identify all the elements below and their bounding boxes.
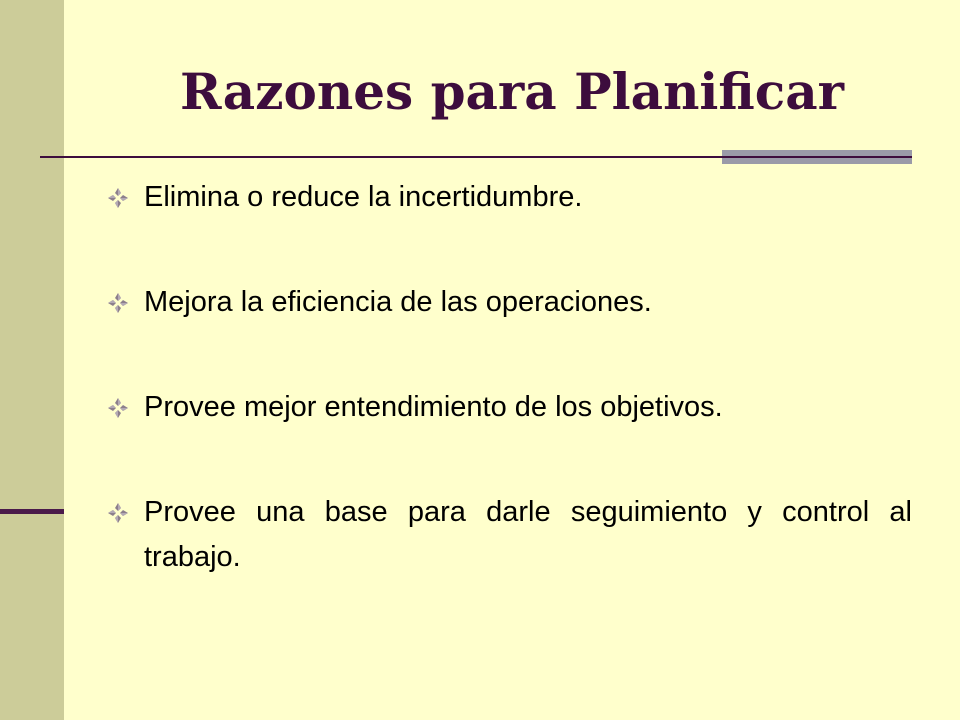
four-point-diamond-icon (107, 187, 129, 209)
left-accent-line (0, 509, 64, 514)
title-rule-line-overlay (722, 156, 912, 158)
four-point-diamond-icon (107, 292, 129, 314)
bullet-text: Mejora la eficiencia de las operaciones. (144, 286, 652, 318)
bullet-text: Provee mejor entendimiento de los objetivos. (144, 391, 723, 423)
bullet-text: Provee una base para darle seguimiento y control al trabajo. (144, 496, 912, 573)
bullet-item (104, 175, 912, 220)
bullet-item (104, 490, 912, 580)
slide-title: Razones para Planificar (180, 62, 844, 121)
four-point-diamond-icon (107, 397, 129, 419)
bullet-text: Elimina o reduce la incertidumbre. (144, 181, 583, 213)
left-side-bar (0, 0, 64, 720)
four-point-diamond-icon (107, 502, 129, 524)
bullet-item (104, 280, 912, 325)
bullet-list (104, 175, 912, 640)
bullet-item (104, 385, 912, 430)
